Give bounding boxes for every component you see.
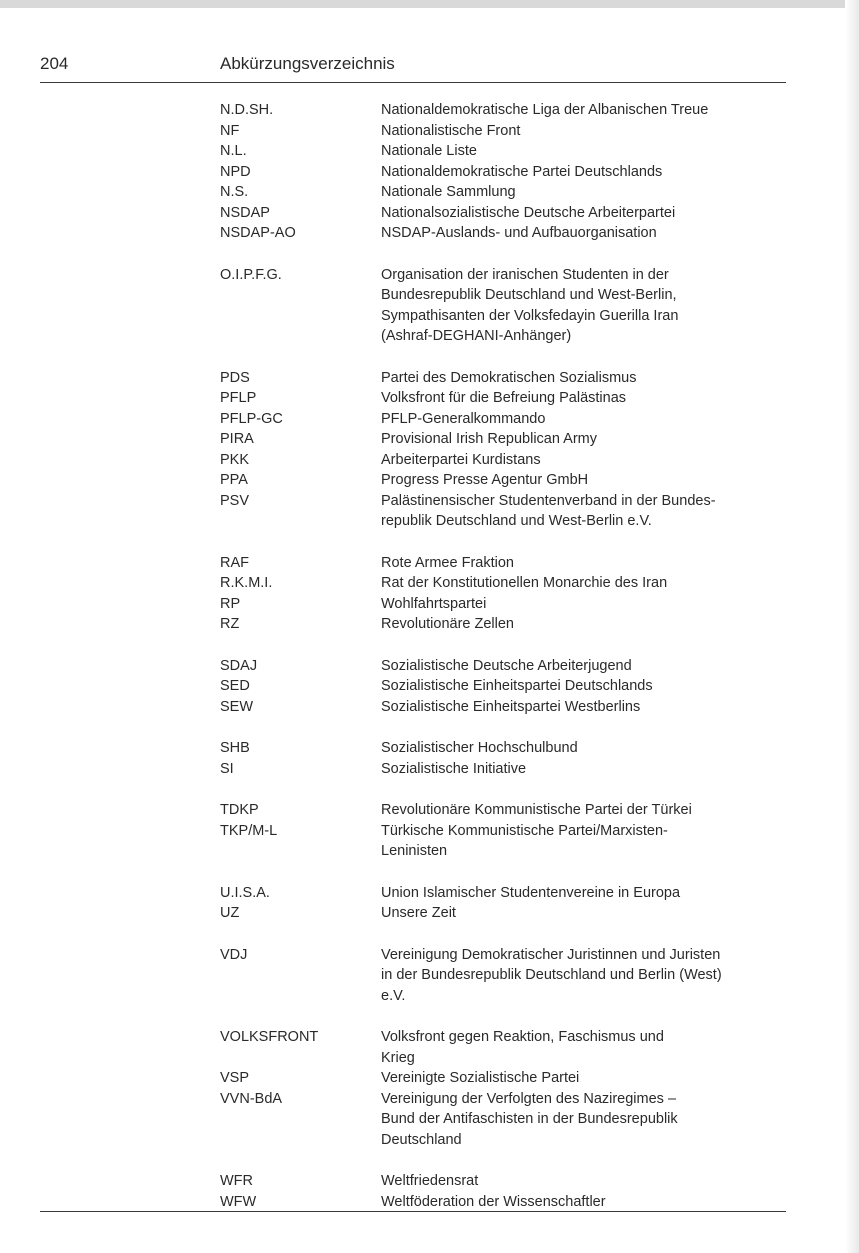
description-line: Vereinigung der Verfolgten des Naziregimes – <box>381 1090 677 1107</box>
abbreviation-term: VDJ <box>220 946 248 963</box>
abbreviation-entry <box>220 1068 790 1089</box>
abbreviation-entry <box>220 614 790 635</box>
abbreviation-description: Nationale Sammlung <box>381 184 516 200</box>
abbreviation-description: Progress Presse Agentur GmbH <box>381 472 589 488</box>
abbreviation-entry <box>220 676 790 697</box>
description-line: Leninisten <box>381 843 448 859</box>
abbreviation-description <box>381 821 790 862</box>
page-top-edge <box>0 0 859 8</box>
abbreviation-description: Arbeiterpartei Kurdistans <box>381 451 541 468</box>
abbreviation-entry <box>220 368 790 389</box>
abbreviation-group <box>220 100 790 244</box>
abbreviation-description: Revolutionäre Zellen <box>381 616 514 632</box>
abbreviation-term: RZ <box>220 616 240 632</box>
description-line: republik Deutschland und West-Berlin e.V. <box>381 513 652 529</box>
abbreviation-entry <box>220 203 790 224</box>
abbreviation-entry <box>220 121 790 142</box>
description-line: Krieg <box>381 1049 415 1066</box>
abbreviation-description: Vereinigte Sozialistische Partei <box>381 1070 580 1086</box>
abbreviation-term: R.K.M.I. <box>220 575 273 591</box>
abbreviation-group <box>220 883 790 924</box>
abbreviation-description <box>381 945 790 1007</box>
abbreviation-entry <box>220 162 790 183</box>
abbreviation-entry <box>220 1171 790 1192</box>
abbreviation-description: NSDAP-Auslands- und Aufbauorganisation <box>381 225 657 241</box>
abbreviation-entry <box>220 903 790 924</box>
abbreviation-entry <box>220 265 790 347</box>
abbreviation-description <box>381 265 790 347</box>
abbreviation-entry <box>220 429 790 450</box>
abbreviation-term: NPD <box>220 163 251 180</box>
abbreviation-entry <box>220 100 790 121</box>
abbreviation-description: Sozialistische Deutsche Arbeiterjugend <box>381 657 632 674</box>
description-line: Deutschland <box>381 1131 462 1148</box>
abbreviation-description <box>381 1089 790 1151</box>
abbreviation-term: TDKP <box>220 802 259 818</box>
abbreviation-term: PFLP <box>220 390 257 406</box>
abbreviation-term: WFW <box>220 1193 257 1210</box>
abbreviation-list <box>220 100 790 1233</box>
abbreviation-term: VSP <box>220 1070 250 1086</box>
abbreviation-term: SEW <box>220 698 254 715</box>
abbreviation-description: Nationalistische Front <box>381 122 521 139</box>
abbreviation-description: Provisional Irish Republican Army <box>381 431 597 447</box>
abbreviation-entry <box>220 553 790 574</box>
abbreviation-entry <box>220 450 790 471</box>
abbreviation-term: SED <box>220 678 250 694</box>
abbreviation-entry <box>220 1089 790 1151</box>
abbreviation-entry <box>220 800 790 821</box>
abbreviation-group <box>220 800 790 862</box>
footer-rule <box>40 1211 786 1212</box>
abbreviation-term: PDS <box>220 369 250 386</box>
abbreviation-group <box>220 656 790 718</box>
abbreviation-entry <box>220 223 790 244</box>
abbreviation-term: WFR <box>220 1173 254 1189</box>
abbreviation-entry <box>220 945 790 1007</box>
description-line: Sympathisanten der Volksfedayin Guerilla Iran <box>381 307 679 324</box>
abbreviation-description: Unsere Zeit <box>381 905 456 921</box>
abbreviation-description <box>381 1027 790 1068</box>
abbreviation-term: U.I.S.A. <box>220 884 270 901</box>
description-line: Volksfront gegen Reaktion, Faschismus und <box>381 1029 664 1045</box>
abbreviation-description: Sozialistische Einheitspartei Westberlins <box>381 698 641 715</box>
page-right-edge <box>845 0 859 1253</box>
description-line: Organisation der iranischen Studenten in der <box>381 266 669 283</box>
description-line: (Ashraf-DEGHANI-Anhänger) <box>381 328 572 344</box>
page-number: 204 <box>40 54 69 73</box>
abbreviation-term: SI <box>220 760 234 777</box>
abbreviation-description: Nationale Liste <box>381 143 477 159</box>
description-line: Vereinigung Demokratischer Juristinnen und Juristen <box>381 946 721 963</box>
abbreviation-entry <box>220 388 790 409</box>
abbreviation-term: SDAJ <box>220 657 258 674</box>
abbreviation-description: Nationaldemokratische Partei Deutschlands <box>381 163 663 180</box>
abbreviation-term: O.I.P.F.G. <box>220 266 282 283</box>
abbreviation-entry <box>220 182 790 203</box>
abbreviation-term: VOLKSFRONT <box>220 1029 319 1045</box>
abbreviation-entry <box>220 573 790 594</box>
abbreviation-term: TKP/M-L <box>220 822 278 839</box>
abbreviation-entry <box>220 491 790 532</box>
abbreviation-term: N.L. <box>220 143 247 159</box>
abbreviation-description: Sozialistische Einheitspartei Deutschlands <box>381 678 653 694</box>
abbreviation-entry <box>220 738 790 759</box>
abbreviation-term: RP <box>220 595 241 612</box>
abbreviation-term: PKK <box>220 451 250 468</box>
abbreviation-group <box>220 1027 790 1150</box>
abbreviation-term: UZ <box>220 905 240 921</box>
abbreviation-entry <box>220 821 790 862</box>
abbreviation-entry <box>220 759 790 780</box>
description-line: Bund der Antifaschisten in der Bundesrepublik <box>381 1111 678 1127</box>
abbreviation-term: N.D.SH. <box>220 102 274 118</box>
abbreviation-description: Nationalsozialistische Deutsche Arbeiterpartei <box>381 204 676 221</box>
description-line: Bundesrepublik Deutschland und West-Berlin, <box>381 287 677 303</box>
description-line: e.V. <box>381 987 406 1004</box>
abbreviation-description: Volksfront für die Befreiung Palästinas <box>381 390 627 406</box>
abbreviation-term: NSDAP <box>220 204 270 221</box>
abbreviation-group <box>220 265 790 347</box>
page-header-title: Abkürzungsverzeichnis <box>220 54 395 73</box>
abbreviation-description: Weltföderation der Wissenschaftler <box>381 1193 606 1210</box>
abbreviation-description: Wohlfahrtspartei <box>381 595 487 612</box>
abbreviation-group <box>220 553 790 635</box>
abbreviation-term: N.S. <box>220 184 249 200</box>
abbreviation-description: PFLP-Generalkommando <box>381 410 546 427</box>
abbreviation-description: Sozialistischer Hochschulbund <box>381 740 578 756</box>
abbreviation-description: Weltfriedensrat <box>381 1173 479 1189</box>
abbreviation-entry <box>220 594 790 615</box>
abbreviation-description: Partei des Demokratischen Sozialismus <box>381 369 637 386</box>
abbreviation-term: PPA <box>220 472 248 488</box>
abbreviation-description: Nationaldemokratische Liga der Albanischen Treue <box>381 102 709 118</box>
abbreviation-description: Rote Armee Fraktion <box>381 554 514 571</box>
abbreviation-description: Union Islamischer Studentenvereine in Europa <box>381 884 681 901</box>
abbreviation-group <box>220 368 790 532</box>
abbreviation-entry <box>220 470 790 491</box>
header-rule <box>40 82 786 83</box>
abbreviation-entry <box>220 883 790 904</box>
abbreviation-description: Rat der Konstitutionellen Monarchie des Iran <box>381 575 668 591</box>
abbreviation-term: PIRA <box>220 431 254 447</box>
abbreviation-term: VVN-BdA <box>220 1090 283 1107</box>
description-line: in der Bundesrepublik Deutschland und Berlin (West) <box>381 967 722 983</box>
abbreviation-description: Revolutionäre Kommunistische Partei der Türkei <box>381 802 692 818</box>
description-line: Palästinensischer Studentenverband in der Bundes- <box>381 492 716 509</box>
abbreviation-entry <box>220 409 790 430</box>
abbreviation-entry <box>220 697 790 718</box>
abbreviation-term: PSV <box>220 492 250 509</box>
abbreviation-entry <box>220 141 790 162</box>
abbreviation-group <box>220 738 790 779</box>
abbreviation-term: NSDAP-AO <box>220 225 296 241</box>
abbreviation-description: Sozialistische Initiative <box>381 760 527 777</box>
abbreviation-term: NF <box>220 122 240 139</box>
abbreviation-entry <box>220 656 790 677</box>
abbreviation-group <box>220 1171 790 1212</box>
abbreviation-term: PFLP-GC <box>220 410 283 427</box>
abbreviation-description <box>381 491 790 532</box>
abbreviation-entry <box>220 1192 790 1213</box>
abbreviation-group <box>220 945 790 1007</box>
abbreviation-entry <box>220 1027 790 1068</box>
abbreviation-term: SHB <box>220 740 250 756</box>
abbreviation-term: RAF <box>220 554 249 571</box>
description-line: Türkische Kommunistische Partei/Marxisten- <box>381 822 668 839</box>
